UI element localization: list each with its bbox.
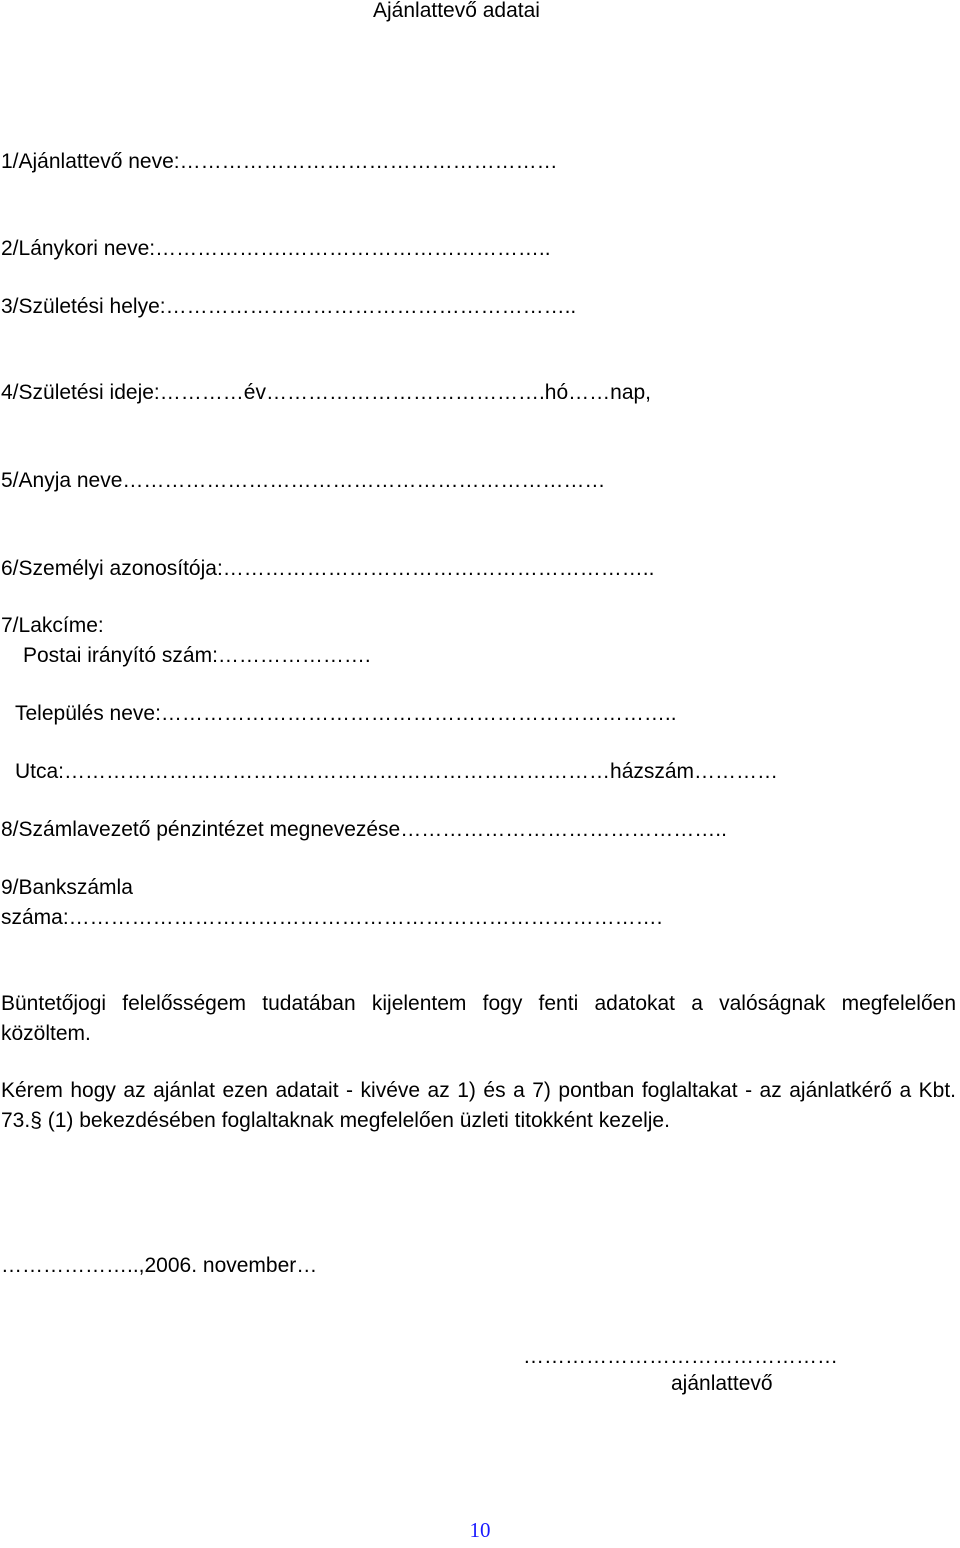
field-maiden-name: 2/Lánykori neve:……………….……………………………….. xyxy=(1,237,551,260)
page-number: 10 xyxy=(469,1518,491,1542)
field-address-label: 7/Lakcíme: xyxy=(1,614,104,637)
page-title: Ajánlattevő adatai xyxy=(373,0,540,22)
field-mother-name: 5/Anyja neve…………………………………………………………… xyxy=(1,469,606,492)
field-postal-code: Postai irányító szám:…………………. xyxy=(23,644,371,667)
field-personal-id: 6/Személyi azonosítója:…………………………………………………….. xyxy=(1,557,655,580)
field-bank-account-number: száma:…………………………………………………………………………. xyxy=(1,906,663,929)
signature-date-line: ………………..,2006. november… xyxy=(1,1254,318,1277)
field-name: 1/Ajánlattevő neve:……………………………………………… xyxy=(1,150,558,173)
signatory-label: ajánlattevő xyxy=(671,1372,773,1395)
liability-declaration: Büntetőjogi felelősségem tudatában kijelentem fogy fenti adatokat a valóságnak megfelelően közöltem. xyxy=(1,992,956,1045)
signature-dots: ……………………………………… xyxy=(523,1345,838,1368)
field-birth-place: 3/Születési helye:………………………………………………….. xyxy=(1,295,577,318)
field-bank-name: 8/Számlavezető pénzintézet megnevezése……………………………………….. xyxy=(1,818,727,841)
confidentiality-request: Kérem hogy az ajánlat ezen adatait - kivéve az 1) és a 7) pontban foglaltakat - az ajánlatkérő a Kbt. 73.§ (1) bekezdésében foglaltaknak megfelelően üzleti titokként kezelje. xyxy=(1,1079,956,1132)
field-street: Utca:……………………………………………………………………házszám………… xyxy=(15,760,779,783)
field-birth-date: 4/Születési ideje:…………év………………………………….hó……nap, xyxy=(1,381,652,404)
field-settlement: Település neve:……………………………………………………………….. xyxy=(15,702,677,725)
field-bank-account-label: 9/Bankszámla xyxy=(1,876,133,899)
